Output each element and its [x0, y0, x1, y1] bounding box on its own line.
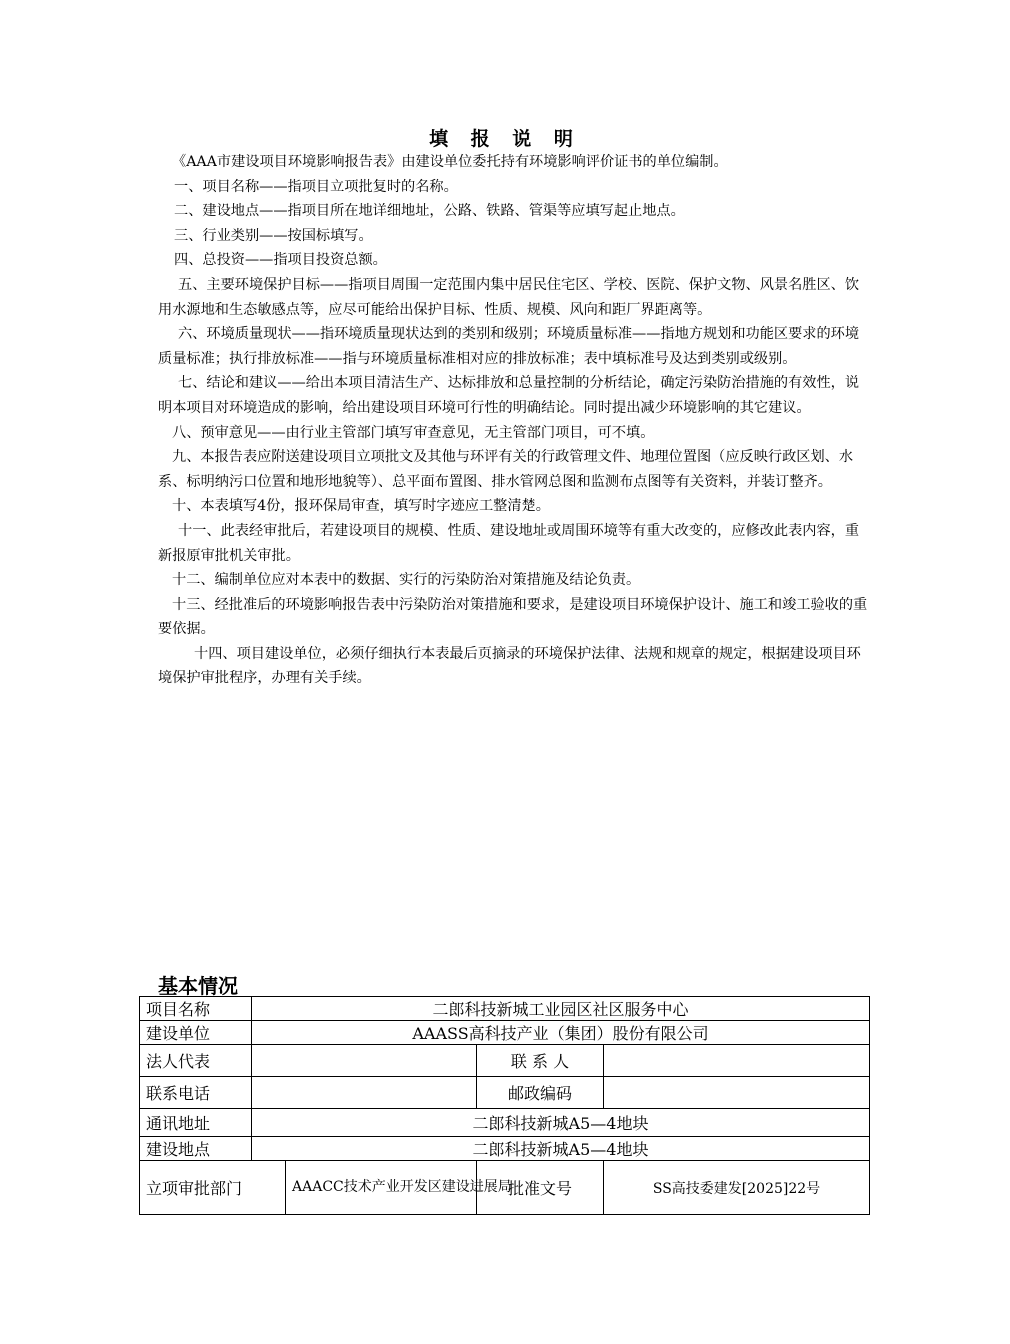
address-label: 通讯地址: [140, 1109, 252, 1137]
table-row: [140, 997, 870, 1021]
instruction-item: 六、环境质量现状——指环境质量现状达到的类别和级别；环境质量标准——指地方规划和功能区要求的环境质量标准；执行排放标准——指与环境质量标准相对应的排放标准；表中填标准号及达到类别或级别。: [158, 326, 860, 367]
instruction-item: 十四、项目建设单位，必须仔细执行本表最后页摘录的环境保护法律、法规和规章的规定，根据建设项目环境保护审批程序，办理有关手续。: [158, 645, 861, 687]
instruction-item: 三、行业类别——按国标填写。: [174, 227, 373, 244]
approval-no-value: SS高技委建发[2025]22号: [604, 1161, 870, 1215]
table-row: [140, 1045, 870, 1077]
instruction-item: 一、项目名称——指项目立项批复时的名称。: [174, 178, 458, 195]
instruction-item: 十二、编制单位应对本表中的数据、实行的污染防治对策措施及结论负责。: [172, 572, 641, 589]
phone-value: [252, 1077, 477, 1109]
table-row: [140, 1021, 870, 1045]
instruction-intro: 《AAA市建设项目环境影响报告表》由建设单位委托持有环境影响评价证书的单位编制。: [172, 154, 728, 170]
legal-rep-value: [252, 1045, 477, 1077]
postcode-label: 邮政编码: [477, 1077, 604, 1109]
instruction-item: 七、结论和建议——给出本项目清洁生产、达标排放和总量控制的分析结论，确定污染防治措施的有效性，说明本项目对环境造成的影响，给出建设项目环境可行性的明确结论。同时提出减少环境影响的其它建议。: [158, 375, 860, 416]
section-title: 基本情况: [158, 974, 238, 998]
project-name-value: 二郎科技新城工业园区社区服务中心: [252, 997, 870, 1021]
page-title: 填 报 说 明: [429, 128, 581, 150]
table-row: [140, 1161, 870, 1215]
table-row: [140, 1109, 870, 1137]
phone-label: 联系电话: [140, 1077, 252, 1109]
approval-dept-value: AAACC技术产业开发区建设进展局: [286, 1161, 477, 1215]
instruction-item: 五、主要环境保护目标——指项目周围一定范围内集中居民住宅区、学校、医院、保护文物、风景名胜区、饮用水源地和生态敏感点等，应尽可能给出保护目标、性质、规模、风向和距厂界距离等。: [158, 276, 860, 318]
contact-value: [604, 1045, 870, 1077]
address-value: 二郎科技新城A5—4地块: [252, 1109, 870, 1137]
basic-info-table: [139, 996, 870, 1215]
postcode-value: [604, 1077, 870, 1109]
contact-label: 联 系 人: [477, 1045, 604, 1077]
instruction-item: 八、预审意见——由行业主管部门填写审查意见，无主管部门项目，可不填。: [172, 424, 655, 441]
instruction-item: 十一、此表经审批后，若建设项目的规模、性质、建设地址或周围环境等有重大改变的，应修改此表内容，重新报原审批机关审批。: [158, 522, 860, 564]
approval-no-label: 批准文号: [477, 1161, 604, 1215]
legal-rep-label: 法人代表: [140, 1045, 252, 1077]
instruction-item: 四、总投资——指项目投资总额。: [174, 252, 387, 269]
table-row: [140, 1077, 870, 1109]
approval-dept-label: 立项审批部门: [140, 1161, 286, 1215]
instruction-item: 十三、经批准后的环境影响报告表中污染防治对策措施和要求，是建设项目环境保护设计、施工和竣工验收的重要依据。: [158, 596, 868, 638]
site-value: 二郎科技新城A5—4地块: [252, 1137, 870, 1161]
builder-label: 建设单位: [140, 1021, 252, 1045]
table-row: [140, 1137, 870, 1161]
site-label: 建设地点: [140, 1137, 252, 1161]
project-name-label: 项目名称: [140, 997, 252, 1021]
instruction-item: 二、建设地点——指项目所在地详细地址，公路、铁路、管渠等应填写起止地点。: [174, 203, 685, 220]
builder-value: AAASS高科技产业（集团）股份有限公司: [252, 1021, 870, 1045]
instructions: [158, 150, 870, 691]
instruction-item: 十、本表填写4份，报环保局审查，填写时字迹应工整清楚。: [172, 498, 550, 515]
instruction-item: 九、本报告表应附送建设项目立项批文及其他与环评有关的行政管理文件、地理位置图（应反映行政区划、水系、标明纳污口位置和地形地貌等）、总平面布置图、排水管网总图和监测布点图等有关资料，并装订整齐。: [158, 449, 854, 490]
